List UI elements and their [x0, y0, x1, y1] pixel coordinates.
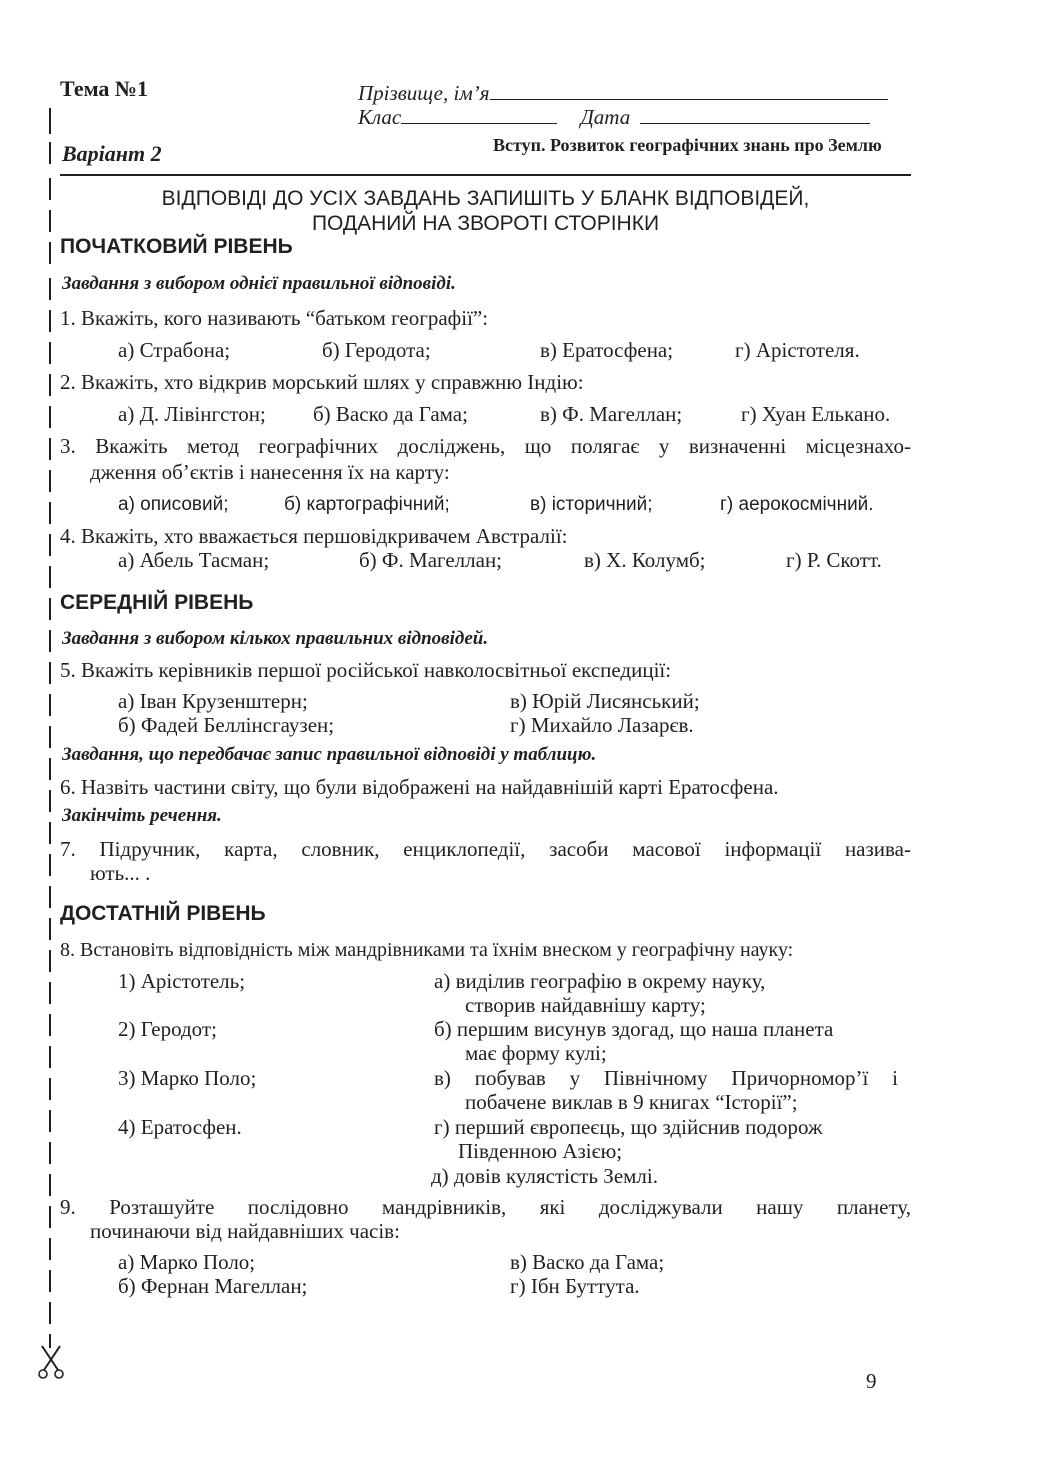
instruction-line-2: ПОДАНИЙ НА ЗВОРОТІ СТОРІНКИ: [311, 212, 660, 235]
q4-text: 4. Вкажіть, хто вважається першовідкривачем Австралії:: [60, 524, 568, 548]
q2-option-a[interactable]: а) Д. Лівінгстон;: [118, 402, 266, 426]
q2-option-c[interactable]: в) Ф. Магеллан;: [540, 402, 683, 426]
q2-option-b[interactable]: б) Васко да Гама;: [313, 402, 468, 426]
q8-left-3: 3) Марко Поло;: [118, 1066, 257, 1090]
level2-task-type: Завдання з вибором кількох правильних відповідей.: [62, 628, 489, 649]
q8-right-d-1: г) перший європеєць, що здійснив подорож: [434, 1115, 823, 1139]
q4-option-b[interactable]: б) Ф. Магеллан;: [359, 548, 503, 572]
date-label: Дата: [580, 105, 631, 129]
name-field[interactable]: [358, 80, 888, 106]
q1-option-a[interactable]: а) Страбона;: [118, 338, 231, 362]
q6-text: 6. Назвіть частини світу, що були відображені на найдавнішій карті Ератосфена.: [60, 775, 779, 799]
q4-option-d[interactable]: г) Р. Скотт.: [786, 548, 882, 572]
q8-left-1: 1) Арістотель;: [118, 969, 246, 993]
q3-line-2: дження об’єктів і нанесення їх на карту:: [90, 460, 450, 484]
q8-left-4: 4) Ератосфен.: [118, 1115, 242, 1139]
q9-option-c[interactable]: в) Васко да Гама;: [510, 1250, 665, 1274]
q4-option-a[interactable]: а) Абель Тасман;: [118, 548, 270, 572]
q3-option-c[interactable]: в) історичний;: [530, 494, 653, 515]
q1-option-c[interactable]: в) Ератосфена;: [540, 338, 674, 362]
q9-option-b[interactable]: б) Фернан Магеллан;: [118, 1274, 308, 1298]
q1-text: 1. Вкажіть, кого називають “батьком географії”:: [60, 306, 489, 330]
q8-right-d-2: Південною Азією;: [458, 1139, 623, 1163]
q3-line-1: 3. Вкажіть метод географічних досліджень, що полягає у визначенні місцезнахо-: [60, 434, 911, 458]
q8-right-c-2: побачене виклав в 9 книгах “Історії”;: [465, 1090, 798, 1114]
level1-title: ПОЧАТКОВИЙ РІВЕНЬ: [60, 235, 293, 258]
page-subtitle: Вступ. Розвиток географічних знань про Землю: [493, 135, 882, 155]
q8-text: 8. Встановіть відповідність між мандрівниками та їхнім внеском у географічну науку:: [60, 939, 794, 961]
q8-right-b-2: має форму кулі;: [465, 1041, 607, 1065]
class-date-field[interactable]: [358, 104, 870, 130]
q5-option-c[interactable]: в) Юрій Лисянський;: [510, 689, 700, 713]
scissors-icon: [38, 1344, 64, 1380]
q9-line-2: починаючи від найдавніших часів:: [90, 1219, 400, 1243]
instruction-line-1: ВІДПОВІДІ ДО УСІХ ЗАВДАНЬ ЗАПИШІТЬ У БЛАНК ВІДПОВІДЕЙ,: [161, 187, 810, 210]
q5-option-a[interactable]: а) Іван Крузенштерн;: [118, 689, 308, 713]
q2-option-d[interactable]: г) Хуан Елькано.: [741, 402, 891, 426]
header-divider: [60, 174, 911, 176]
level3-title: ДОСТАТНІЙ РІВЕНЬ: [60, 902, 266, 925]
q8-left-2: 2) Геродот;: [118, 1017, 217, 1041]
level2-task-type-3: Закінчіть речення.: [62, 805, 222, 826]
page-number: 9: [866, 1369, 877, 1393]
q7-line-1: 7. Підручник, карта, словник, енциклопедії, засоби масової інформації назива-: [60, 837, 911, 861]
variant-label: Варіант 2: [62, 141, 162, 166]
level2-title: СЕРЕДНІЙ РІВЕНЬ: [60, 591, 254, 614]
q8-right-c-1: в) побував у Північному Причорномор’ї і: [434, 1066, 898, 1090]
class-label: Клас: [358, 105, 402, 129]
q8-right-b-1: б) першим висунув здогад, що наша планета: [434, 1017, 834, 1041]
name-label: Прізвище, ім’я: [358, 81, 490, 105]
q5-text: 5. Вкажіть керівників першої російської навколосвітньої експедиції:: [60, 658, 672, 682]
q5-option-d[interactable]: г) Михайло Лазарєв.: [510, 713, 694, 737]
q4-option-c[interactable]: в) Х. Колумб;: [584, 548, 706, 572]
q1-option-d[interactable]: г) Арістотеля.: [735, 338, 860, 362]
q1-option-b[interactable]: б) Геродота;: [322, 338, 431, 362]
q3-option-b[interactable]: б) картографічний;: [284, 494, 450, 515]
q7-line-2: ють... .: [90, 861, 151, 885]
q8-right-a-1: а) виділив географію в окрему науку,: [434, 969, 766, 993]
level2-task-type-2: Завдання, що передбачає запис правильної відповіді у таблицю.: [62, 744, 597, 765]
q9-option-d[interactable]: г) Ібн Буттута.: [510, 1274, 640, 1298]
topic-title: Тема №1: [60, 76, 149, 101]
q3-option-d[interactable]: г) аерокосмічний.: [720, 494, 874, 515]
q5-option-b[interactable]: б) Фадей Беллінсгаузен;: [118, 713, 335, 737]
q3-option-a[interactable]: а) описовий;: [118, 494, 229, 515]
q8-right-e: д) довів кулястість Землі.: [431, 1164, 659, 1188]
q9-line-1: 9. Розташуйте послідовно мандрівників, які досліджували нашу планету,: [60, 1195, 911, 1219]
q9-option-a[interactable]: а) Марко Поло;: [118, 1250, 256, 1274]
q8-right-a-2: створив найдавнішу карту;: [465, 993, 706, 1017]
q2-text: 2. Вкажіть, хто відкрив морський шлях у справжню Індію:: [60, 370, 584, 394]
level1-task-type: Завдання з вибором однієї правильної відповіді.: [62, 273, 456, 294]
